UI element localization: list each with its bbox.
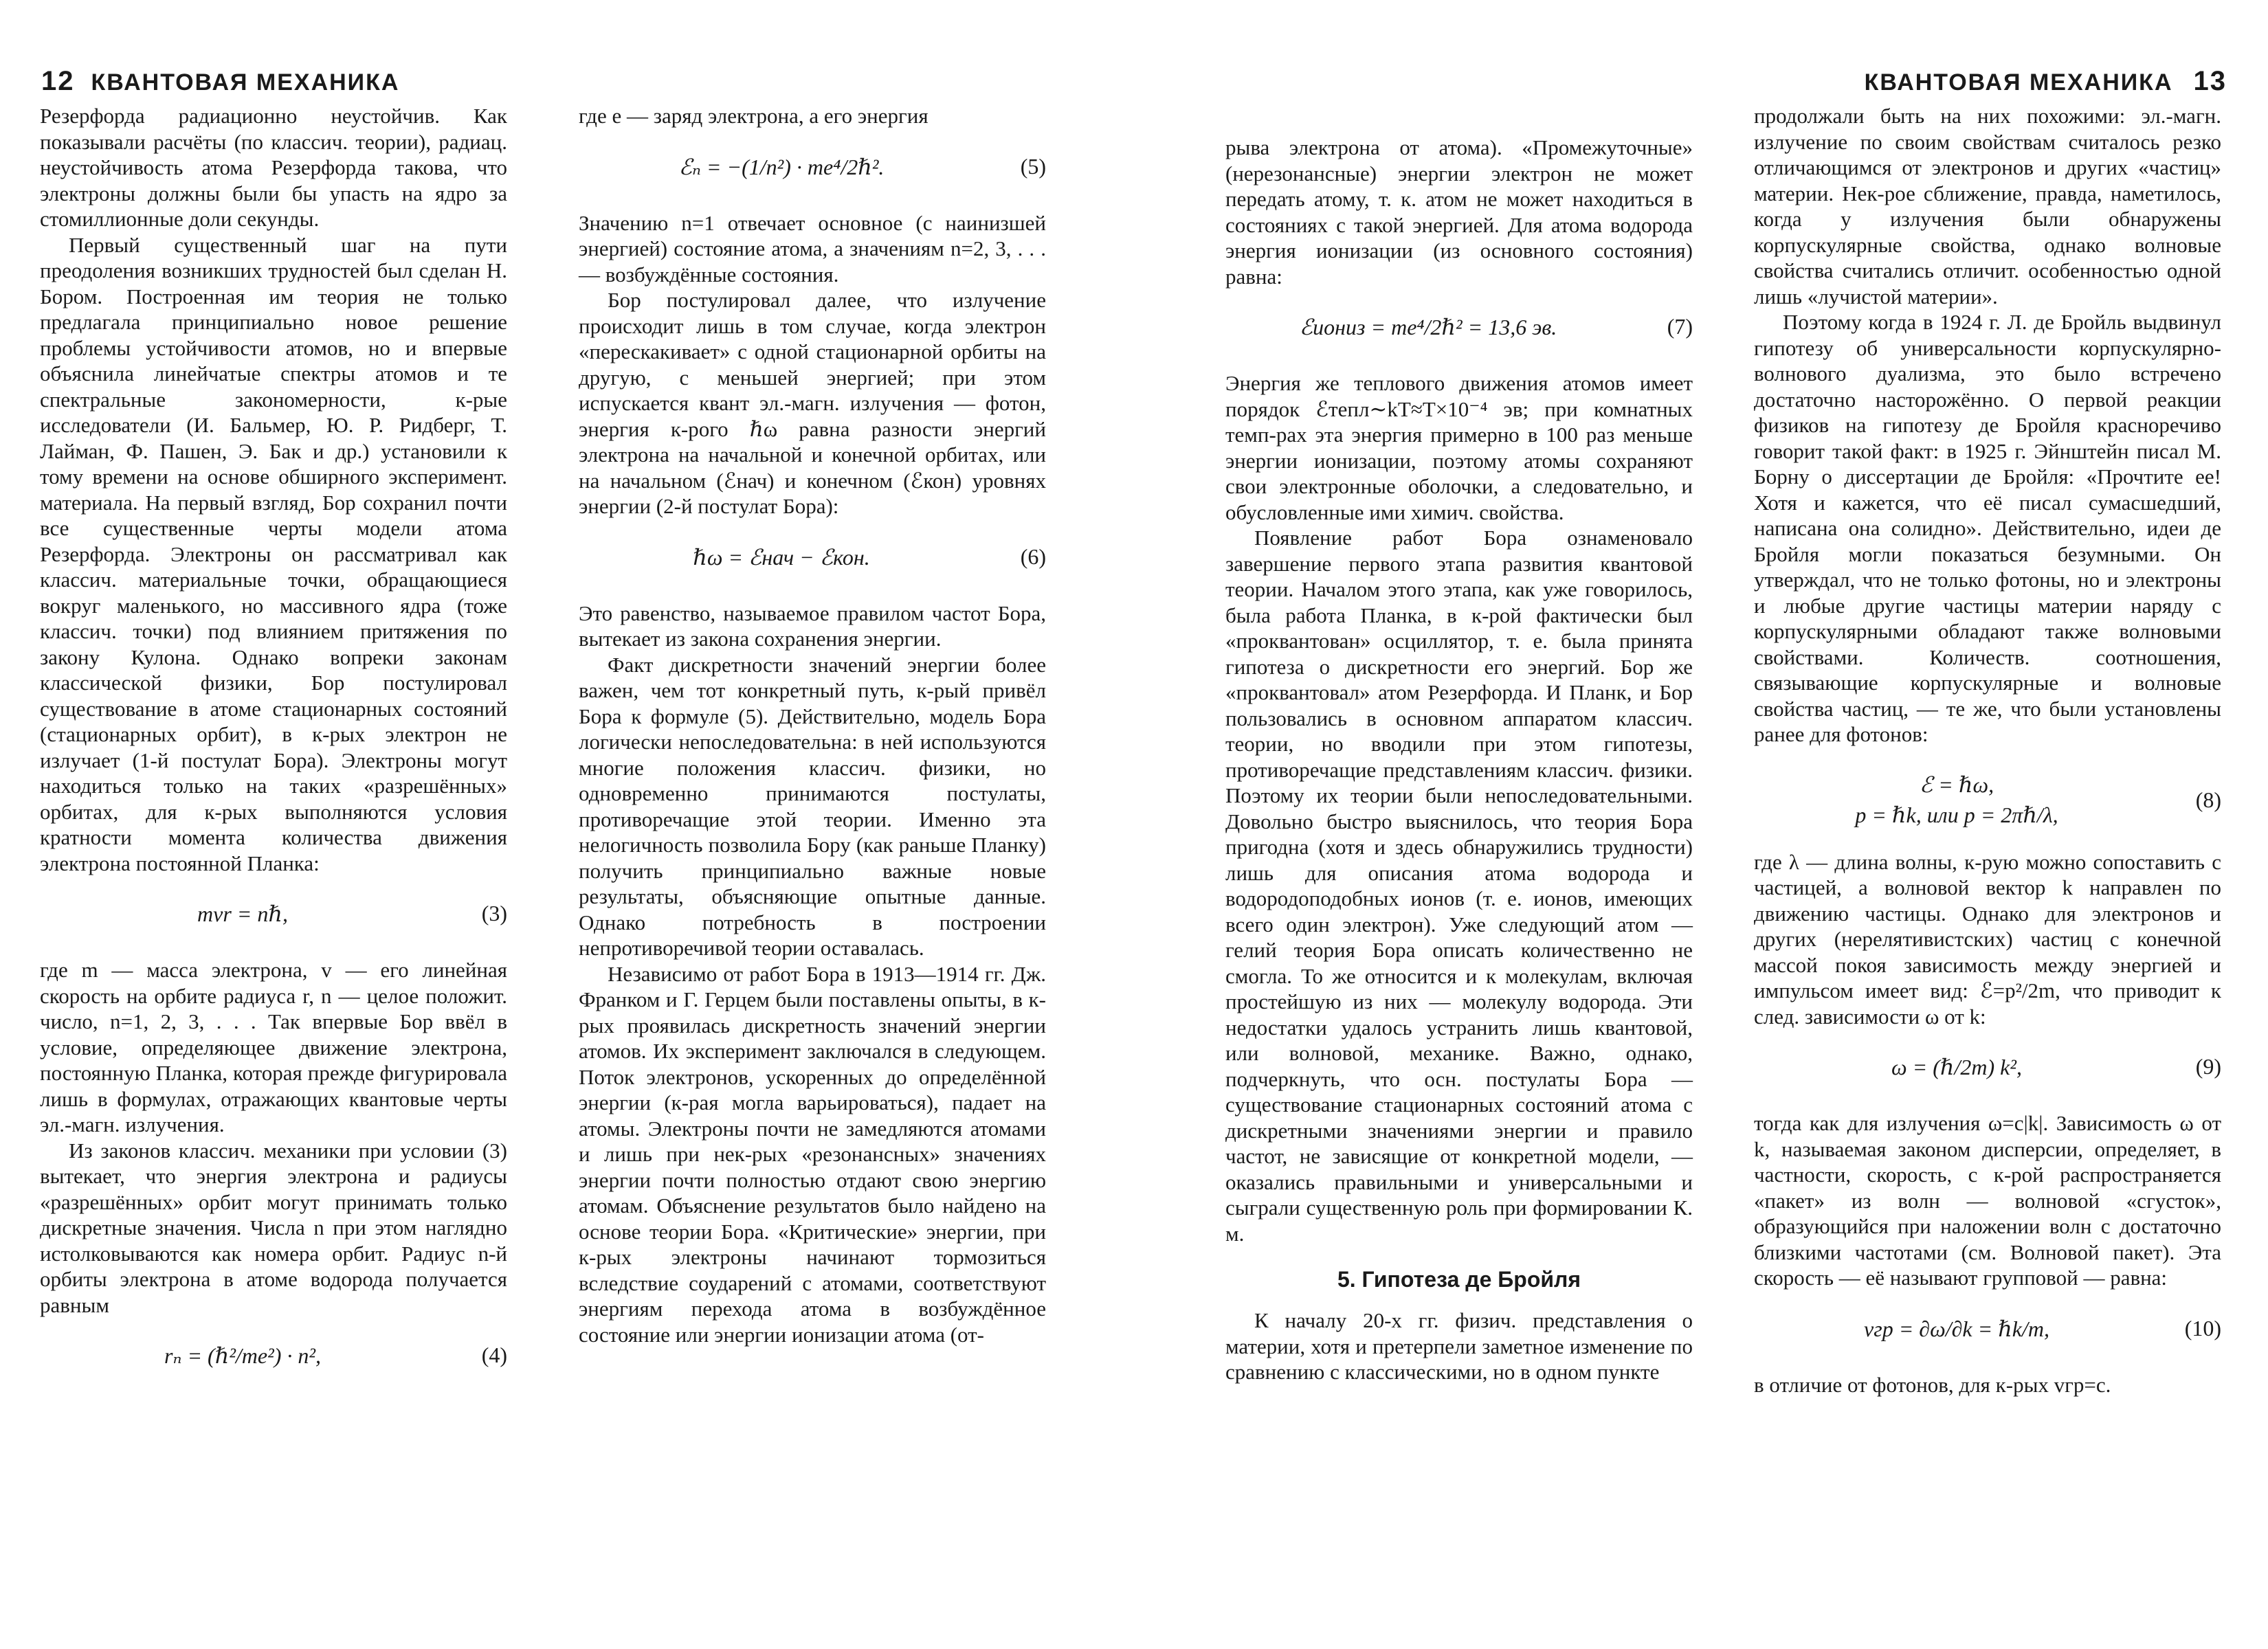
formula-6 [579,529,1046,591]
column-3 [1225,135,1693,1385]
formula-expression: mvr = nℏ, [197,901,288,926]
running-title: КВАНТОВАЯ МЕХАНИКА [1864,69,2173,96]
right-page-header [1865,66,2227,97]
paragraph: продолжали быть на них похожими: эл.-магн. излучение по своим свойствам считалось резко отличающимся от электронов и других «частиц» материи. Нек-рое сближение, правда, наметилось, когда у излучения были обнаружены корпускулярные свойства, однако волновые свойства считались отличит. особенностью одной лишь «лучистой материи». [1754,104,2221,309]
paragraph: Бор постулировал далее, что излучение происходит лишь в том случае, когда электрон «перескакивает» с одной стационарной орбиты на другую, с меньшей энергией; при этом испускается квант эл.-магн. излучения — фотон, энергия к-рого ℏω равна разности энергий электрона на начальной и конечной орбитах, или на начальном (ℰнач) и конечном (ℰкон) уровнях энергии (2-й постулат Бора): [579,288,1046,518]
paragraph: где m — масса электрона, v — его линейная скорость на орбите радиуса r, n — целое положит. число, n=1, 2, 3, . . . Так впервые Бор ввёл в условие, определяющее движение электрона, постоянную Планка, которая прежде фигурировала лишь в формулах, отражающих квантовые черты эл.-магн. излучения. [40,958,507,1136]
paragraph: Значению n=1 отвечает основное (с наинизшей энергией) состояние атома, а значениям n=2, 3, . . . — возбуждённые состояния. [579,210,1046,287]
paragraph: Из законов классич. механики при условии (3) вытекает, что энергия электрона и радиусы «разрешённых» орбит могут принимать только дискретные значения. Числа n при этом наглядно истолковываются как номера орбит. Радиус n-й орбиты электрона в атоме водорода получается равным [40,1138,507,1317]
paragraph: рыва электрона от атома). «Промежуточные» (нерезонансные) энергии электрон не может передать атому, т. к. атом не может находиться в состояниях с такой энергией. Для атома водорода энергия ионизации (из основного состояния) равна: [1225,135,1693,289]
paragraph: Независимо от работ Бора в 1913—1914 гг. Дж. Франком и Г. Герцем были поставлены опыты, в к-рых проявилась дискретность значений энергии атомов. Их эксперимент заключался в следующем. Поток электронов, ускоренных до определённой энергии (к-рая могла варьироваться), падает на атомы. Электроны почти не замедляются атомами и лишь при нек-рых «резонансных» значениях энергии почти полностью отдают свою энергию атомам. Объяснение результатов было найдено на основе теории Бора. «Критические» энергии, при к-рых электроны начинают тормозиться вследствие соударений с атомами, соответствуют энергиям перехода атома в возбуждённое состояние или энергии ионизации атома (от- [579,961,1046,1347]
formula-4 [40,1327,507,1389]
right-page [1134,0,2268,1649]
formula-5 [579,139,1046,201]
column-2 [579,103,1046,1347]
formula-expression: rₙ = (ℏ²/me²) · n², [164,1343,321,1368]
formula-number: (4) [481,1343,507,1367]
paragraph: К началу 20-х гг. физич. представления о материи, хотя и претерпели заметное изменение по сравнению с классическими, но в одном пункте [1225,1308,1693,1384]
column-4 [1754,103,2221,1398]
formula-number: (7) [1667,314,1693,339]
paragraph: где e — заряд электрона, а его энергия [579,104,929,128]
formula-number: (3) [481,901,507,926]
paragraph: где λ — длина волны, к-рую можно сопоставить с частицей, а волновой вектор k направлен по движению частицы. Однако для электронов и других (нерелятивистских) частиц с конечной массой покоя зависимость между энергией и импульсом имеет вид: ℰ=p²/2m, что приводит к след. зависимости ω от k: [1754,849,2221,1029]
formula-expression: ℰₙ = −(1/n²) · me⁴/2ℏ². [678,154,885,179]
formula-number: (6) [1020,543,1046,569]
formula-expression [1754,770,2159,830]
page-number: 12 [41,66,75,96]
formula-expression: ℏω = ℰнач − ℰкон. [693,544,870,570]
formula-expression: ℰиониз = me⁴/2ℏ² = 13,6 эв. [1299,315,1557,339]
left-page-header [41,66,399,97]
formula-8 [1754,757,2221,840]
column-1 [40,103,507,1399]
page-number: 13 [2193,66,2227,96]
paragraph: тогда как для излучения ω=c|k|. Зависимость ω от k, называемая законом дисперсии, определяет, в частности, скорость, с к-рой распространяется «пакет» из волн — волновой «сгусток», образующийся при наложении волн с достаточно близкими частотами (см. Волновой пакет). Эта скорость — её называют групповой — равна: [1754,1111,2221,1290]
paragraph: в отличие от фотонов, для к-рых vгр=c. [1754,1372,2111,1397]
paragraph: Это равенство, называемое правилом частот Бора, вытекает из закона сохранения энергии. [579,601,1046,651]
formula-number: (5) [1020,153,1046,179]
formula-7 [1225,299,1693,361]
paragraph: Резерфорда радиационно неустойчив. Как показывали расчёты (по классич. теории), радиац. неустойчивость атома Резерфорда такова, что электроны должны были бы упасть на ядро за стомиллионные доли секунды. [40,104,507,231]
formula-expression: vгр = ∂ω/∂k = ℏk/m, [1864,1316,2049,1341]
formula-line: p = ℏk, или p = 2πℏ/λ, [1855,802,2058,827]
paragraph: Факт дискретности значений энергии более важен, чем тот конкретный путь, к-рый привёл Бора к формуле (5). Действительно, модель Бора логически непоследовательна: в ней используются многие положения классич. физики, но одновременно принимаются постулаты, противоречащие этой теории. Именно эта нелогичность позволила Бору (как раньше Планку) получить принципиально важные новые результаты, объясняющие опытные данные. Однако потребность в построении непротиворечивой теории оставалась. [579,652,1046,960]
formula-number: (10) [2184,1315,2221,1340]
section-heading: 5. Гипотеза де Бройля [1337,1267,1581,1292]
formula-10 [1754,1301,2221,1362]
paragraph: Появление работ Бора ознаменовало завершение первого этапа развития квантовой теории. Началом этого этапа, как уже говорилось, была работа Планка, в к-рой фактически был «проквантован» осциллятор, т. е. была принята гипотеза о дискретности его энергий. Бор же «проквантовал» атом Резерфорда. И Планк, и Бор пользовались в основном аппаратом классич. теории, но вводили при этом гипотезы, противоречащие представлениям классич. физики. Поэтому их теории были непоследовательными. Довольно быстро выяснилось, что теория Бора пригодна (хотя и здесь обнаружились трудности) лишь для описания атома водорода и водородоподобных ионов (т. е. ионов, имеющих всего один электрон). Уже следующий атом — гелий теория Бора описать количественно не смогла. То же относится и к молекулам, включая простейшую из них — молекулу водорода. Эти недостатки удалось устранить лишь квантовой, или волновой, механике. Важно, однако, подчеркнуть, что осн. постулаты Бора — существование стационарных состояний атома с дискретными значениями энергии и правило частот, не зависящие от конкретной модели, — оказались правильными и универсальными и сыграли существенную роль при формировании К. м. [1225,526,1693,1246]
paragraph: Поэтому когда в 1924 г. Л. де Бройль выдвинул гипотезу об универсальности корпускулярно-волнового дуализма, это было встречено достаточно насторожённо. О первой реакции физиков на гипотезу де Бройля красноречиво говорит такой факт: в 1925 г. Эйнштейн писал М. Борну о диссертации де Бройля: «Прочтите ее! Хотя и кажется, что её писал сумасшедший, написана она солидно». Действительно, идеи де Бройля могли показаться безумными. Он утверждал, что не только фотоны, но и электроны и любые другие частицы материи наряду с корпускулярными обладают также волновыми свойствами. Количеств. соотношения, связывающие корпускулярные и волновые свойства частиц, — те же, что были установлены ранее для фотонов: [1754,310,2221,746]
formula-number: (8) [2195,787,2221,812]
paragraph: Энергия же теплового движения атомов имеет порядок ℰтепл∼kT≈T×10⁻⁴ эв; при комнатных темп-рах эта энергия примерно в 100 раз меньше энергии ионизации, поэтому атомы сохраняют свои электронные оболочки, а следовательно, и обусловленные ими химич. свойства. [1225,371,1693,524]
paragraph: Первый существенный шаг на пути преодоления возникших трудностей был сделан Н. Бором. Построенная им теория не только предлагала принципиально новое решение проблемы устойчивости атомов, но и впервые объяснила линейчатые спектры атомов и те спектральные закономерности, к-рые исследователи (И. Бальмер, Ю. Р. Ридберг, Т. Лайман, Ф. Пашен, Э. Бак и др.) установили к тому времени на основе обширного эксперимент. материала. На первый взгляд, Бор сохранил почти все существенные черты модели атома Резерфорда. Электроны он рассматривал как классич. материальные точки, обращающиеся вокруг маленького, но массивного ядра (тоже классич. точки) под влиянием притяжения по закону Кулона. Однако вопреки законам классической физики, Бор постулировал существование в атоме стационарных состояний (стационарных орбит), в к-рых электрон не излучает (1-й постулат Бора). Электроны могут находиться только на таких «разрешённых» орбитах, для к-рых выполняются условия кратности момента количества движения электрона постоянной Планка: [40,232,507,875]
running-title: КВАНТОВАЯ МЕХАНИКА [91,69,400,96]
formula-3 [40,886,507,947]
formula-9 [1754,1039,2221,1101]
formula-number: (9) [2195,1054,2221,1079]
formula-line: ℰ = ℏω, [1919,772,1994,797]
formula-expression: ω = (ℏ/2m) k², [1891,1055,2022,1079]
